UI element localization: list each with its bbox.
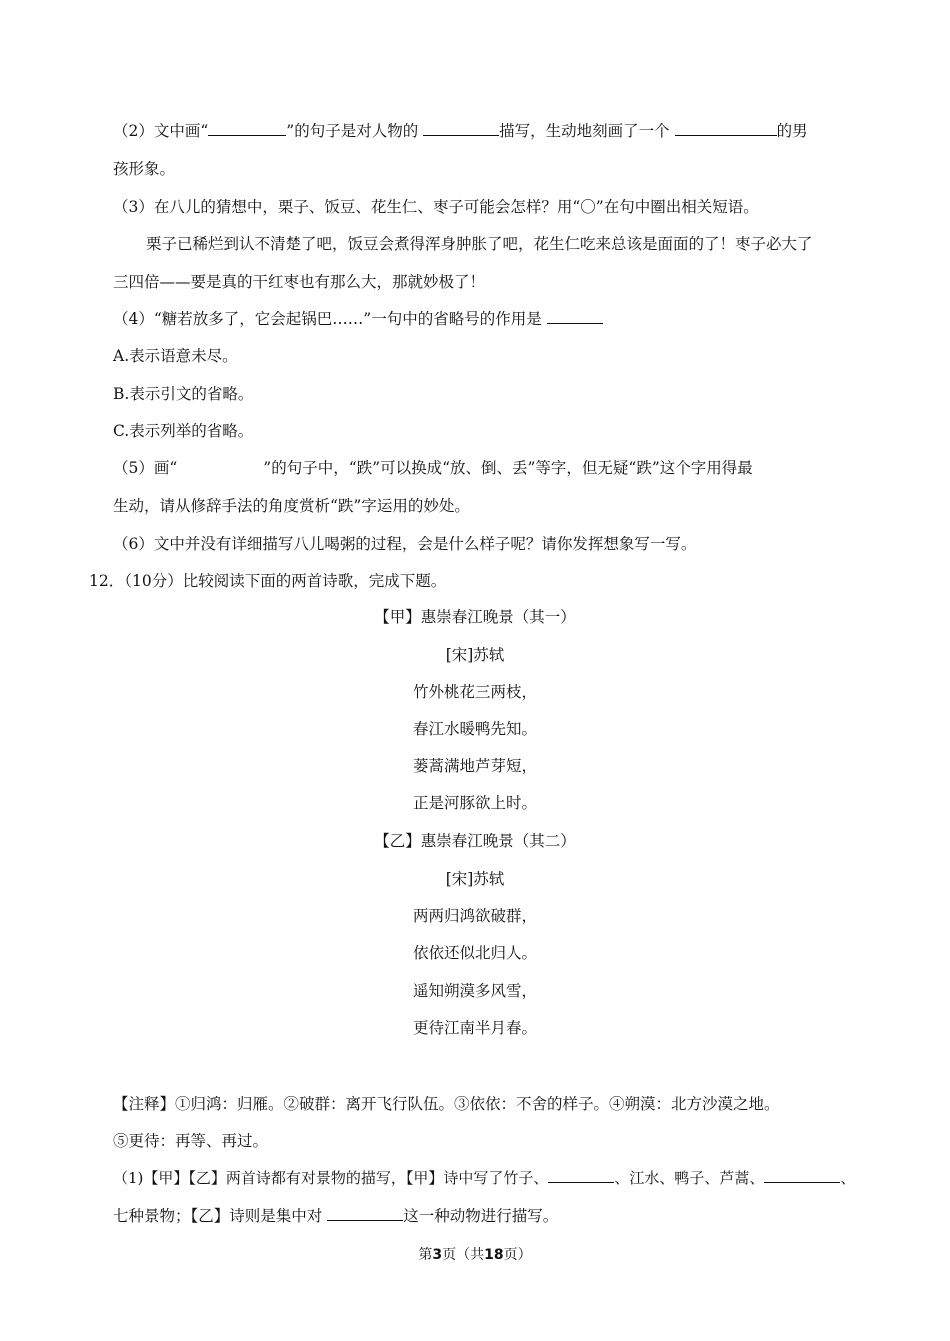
q12-heading: 12．（10分）比较阅读下面的两首诗歌，完成下题。 [89, 572, 447, 590]
poem2-author: [宋]苏轼 [445, 870, 505, 888]
notes-line2: ⑤更待：再等、再过。 [113, 1132, 269, 1150]
q5-line1: （5）画“ ”的句子中，“跌”可以换成“放、倒、丢”等字，但无疑“跌”这个字用得最 [113, 459, 753, 477]
notes-line1: 【注释】①归鸿：归雁。②破群：离开飞行队伍。③依依：不舍的样子。④朔漠：北方沙漠之地。 [113, 1095, 780, 1113]
poem2-line: 两两归鸿欲破群， [412, 907, 537, 925]
poem1-line: 竹外桃花三两枝， [412, 683, 537, 701]
poem1-title: 【甲】惠崇春江晚景（其一） [374, 608, 576, 626]
sub1-line2: 七种景物；【乙】诗则是集中对 这一种动物进行描写。 [113, 1207, 559, 1225]
q4-option-b[interactable]: B.表示引文的省略。 [113, 385, 254, 403]
poem2-line: 更待江南半月春。 [412, 1019, 537, 1037]
poem2-title: 【乙】惠崇春江晚景（其二） [374, 832, 576, 850]
q2-blank-quote[interactable] [208, 120, 286, 136]
q3-line: （3）在八儿的猜想中，栗子、饭豆、花生仁、枣子可能会怎样？用“〇”在句中圈出相关短语。 [113, 198, 759, 216]
poem2-line: 遥知朔漠多风雪， [412, 982, 537, 1000]
poem1-line: 春江水暖鸭先知。 [412, 720, 537, 738]
passage-line2: 三四倍——要是真的干红枣也有那么大，那就妙极了！ [113, 273, 486, 291]
page-total: 18 [484, 1247, 504, 1263]
q2-blank-image[interactable] [675, 120, 777, 136]
page-footer: 第3页（共18页） [418, 1247, 532, 1263]
poem2-line: 依依还似北归人。 [412, 944, 537, 962]
q4-option-a[interactable]: A.表示语意未尽。 [113, 347, 238, 365]
q2-blank-description[interactable] [423, 120, 499, 136]
q2-line1: （2）文中画“ ”的句子是对人物的 描写，生动地刻画了一个 的男 [113, 122, 808, 140]
q4-line: （4）“糖若放多了，它会起锅巴……”一句中的省略号的作用是 [113, 308, 603, 330]
q6-line: （6）文中并没有详细描写八儿喝粥的过程，会是什么样子呢？请你发挥想象写一写。 [113, 535, 697, 553]
q4-option-c[interactable]: C.表示列举的省略。 [113, 422, 254, 440]
poem1-author: [宋]苏轼 [445, 646, 505, 664]
q5-line2: 生动，请从修辞手法的角度赏析“跌”字运用的妙处。 [113, 497, 470, 515]
poem1-line: 蒌蒿满地芦芽短， [412, 757, 537, 775]
sub1-blank-1[interactable] [548, 1167, 614, 1183]
poem1-line: 正是河豚欲上时。 [412, 794, 537, 812]
sub1-blank-3[interactable] [327, 1205, 403, 1221]
q4-blank[interactable] [547, 308, 603, 324]
sub1-line1: （1)【甲】【乙】两首诗都有对景物的描写，【甲】诗中写了竹子、 、江水、鸭子、芦蒿、 、 [113, 1169, 856, 1187]
page-number: 3 [432, 1247, 443, 1263]
sub1-blank-2[interactable] [764, 1167, 840, 1183]
passage-line1: 栗子已稀烂到认不清楚了吧，饭豆会煮得浑身肿胀了吧，花生仁吃来总该是面面的了！枣子必大了 [146, 235, 813, 253]
q2-line2: 孩形象。 [113, 160, 176, 178]
